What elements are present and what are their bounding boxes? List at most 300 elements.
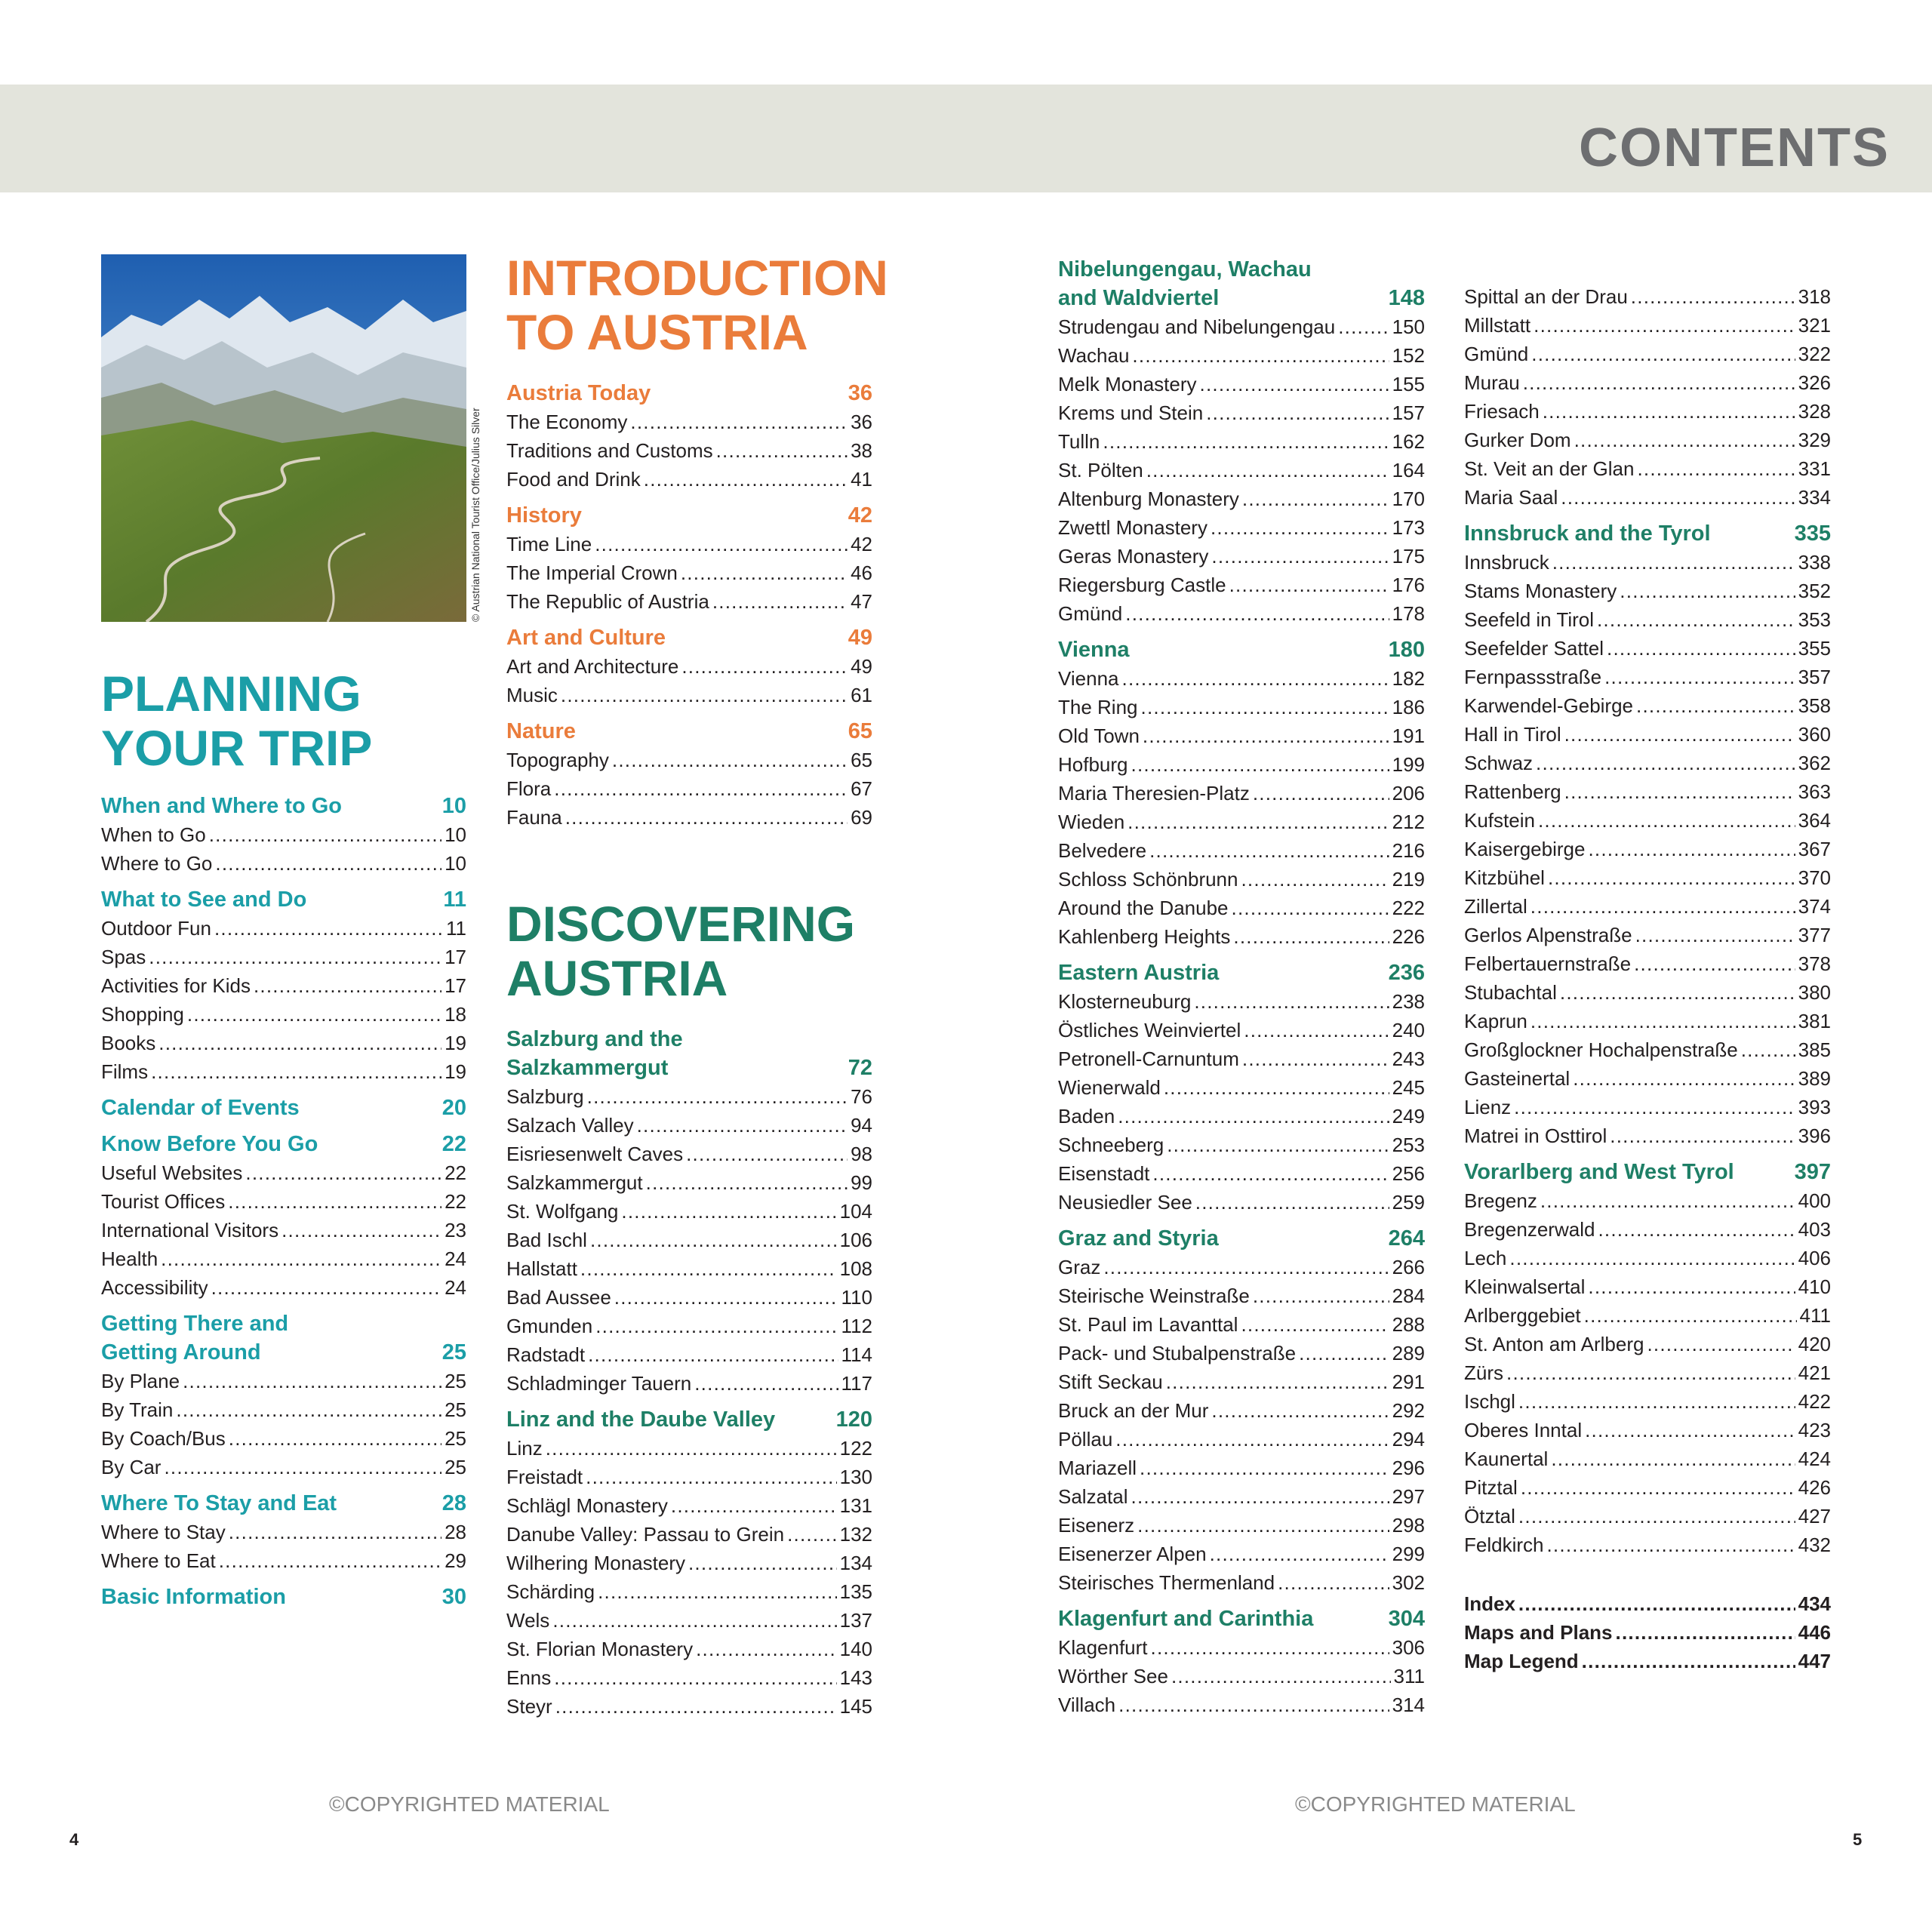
entry-page-number: 389 [1798, 1067, 1831, 1090]
dot-leader [1534, 311, 1795, 340]
entry-page-number: 175 [1392, 545, 1425, 568]
toc-entry[interactable] [1058, 664, 1425, 693]
dot-leader [1521, 1473, 1795, 1502]
toc-entry[interactable] [506, 1197, 872, 1226]
entry-page-number: 381 [1798, 1010, 1831, 1032]
toc-entry[interactable] [1464, 1186, 1831, 1215]
dot-leader [1146, 456, 1389, 485]
entry-title: Murau [1464, 371, 1520, 394]
entry-page-number: 49 [851, 655, 872, 678]
toc-entry[interactable] [1058, 1188, 1425, 1217]
toc-chapter-heading[interactable] [101, 1489, 466, 1518]
toc-entry[interactable] [506, 1663, 872, 1692]
toc-chapter-heading[interactable] [506, 1405, 872, 1434]
mountain-road-photo [101, 254, 466, 622]
toc-entry[interactable] [1464, 978, 1831, 1007]
toc-entry[interactable] [101, 1546, 466, 1575]
toc-entry[interactable] [506, 558, 872, 587]
entry-title: Arlberggebiet [1464, 1304, 1581, 1327]
toc-entry[interactable] [1464, 691, 1831, 720]
entry-page-number: 291 [1392, 1371, 1425, 1393]
toc-entry[interactable] [1058, 1073, 1425, 1102]
entry-title: Time Line [506, 533, 592, 555]
entry-page-number: 364 [1798, 809, 1831, 832]
section-title-line: INTRODUCTION [506, 250, 888, 306]
chapter-title-line: Know Before You Go [101, 1132, 318, 1156]
chapter-page-number: 25 [441, 1340, 466, 1364]
toc-entry[interactable] [506, 408, 872, 436]
entry-title: Schneeberg [1058, 1134, 1164, 1156]
toc-entry[interactable] [1058, 721, 1425, 750]
entry-title: Ötztal [1464, 1505, 1515, 1527]
toc-entry[interactable] [101, 971, 466, 1000]
toc-entry[interactable] [1058, 1159, 1425, 1188]
toc-entry[interactable] [101, 943, 466, 971]
chapter-title [101, 885, 306, 914]
toc-chapter-heading[interactable] [101, 1130, 466, 1158]
entry-page-number: 410 [1798, 1275, 1831, 1298]
entry-title: Salzach Valley [506, 1114, 634, 1137]
entry-title: Stams Monastery [1464, 580, 1617, 602]
entry-page-number: 420 [1798, 1333, 1831, 1355]
toc-entry[interactable] [506, 803, 872, 832]
toc-entry[interactable] [1464, 921, 1831, 949]
toc-chapter-heading[interactable] [1058, 1224, 1425, 1253]
entry-title: Kahlenberg Heights [1058, 925, 1231, 948]
dot-leader [281, 1216, 441, 1244]
toc-entry[interactable] [1464, 1035, 1831, 1064]
entry-title: Art and Architecture [506, 655, 679, 678]
entry-page-number: 421 [1798, 1361, 1831, 1384]
dot-leader [1278, 1568, 1389, 1597]
toc-entry[interactable] [101, 1158, 466, 1187]
entry-page-number: 284 [1392, 1284, 1425, 1307]
toc-entry[interactable] [101, 820, 466, 849]
dot-leader [1620, 577, 1795, 605]
dot-leader [1610, 1121, 1795, 1150]
toc-entry[interactable] [1464, 1502, 1831, 1531]
toc-entry[interactable] [1058, 1396, 1425, 1425]
toc-entry[interactable] [506, 1434, 872, 1463]
entry-title: Kleinwalsertal [1464, 1275, 1586, 1298]
dot-leader [1152, 1159, 1389, 1188]
chapter-page-number: 264 [1388, 1226, 1425, 1251]
toc-entry[interactable] [1058, 456, 1425, 485]
toc-entry[interactable] [1058, 427, 1425, 456]
toc-entry[interactable] [101, 914, 466, 943]
toc-entry[interactable] [1464, 1330, 1831, 1358]
toc-entry[interactable] [1058, 836, 1425, 865]
entry-title: Health [101, 1247, 158, 1270]
entry-title: Shopping [101, 1003, 184, 1026]
section-title-introduction [506, 250, 888, 360]
toc-entry[interactable] [101, 1273, 466, 1302]
chapter-title-line: Vienna [1058, 638, 1130, 662]
toc-chapter-heading[interactable] [1464, 519, 1831, 548]
entry-page-number: 299 [1392, 1543, 1425, 1565]
toc-entry[interactable] [1058, 599, 1425, 628]
entry-page-number: 130 [839, 1466, 872, 1488]
toc-entry[interactable] [1058, 1339, 1425, 1367]
entry-title: Index [1464, 1592, 1515, 1615]
toc-entry[interactable] [1464, 282, 1831, 311]
entry-title: Gmunden [506, 1315, 593, 1337]
entry-page-number: 338 [1798, 551, 1831, 574]
toc-entry[interactable] [101, 849, 466, 878]
chapter-title [101, 792, 342, 820]
toc-entry[interactable] [1464, 863, 1831, 892]
dot-leader [1635, 921, 1795, 949]
entry-page-number: 25 [445, 1370, 466, 1392]
dot-leader [1531, 892, 1795, 921]
toc-entry[interactable] [1464, 892, 1831, 921]
toc-entry[interactable] [101, 1453, 466, 1481]
toc-chapter-heading[interactable] [506, 379, 872, 408]
toc-entry[interactable] [1464, 749, 1831, 777]
toc-entry[interactable] [1464, 1215, 1831, 1244]
entry-title: Schwaz [1464, 752, 1534, 774]
toc-entry[interactable] [1058, 922, 1425, 951]
toc-entry[interactable] [1058, 779, 1425, 808]
dot-leader [1211, 542, 1389, 571]
toc-entry[interactable] [506, 1606, 872, 1635]
toc-chapter-heading[interactable] [101, 1583, 466, 1611]
chapter-title-line: Innsbruck and the Tyrol [1464, 521, 1711, 546]
toc-chapter-heading[interactable] [506, 623, 872, 652]
toc-entry[interactable] [1464, 1093, 1831, 1121]
toc-entry[interactable] [1058, 894, 1425, 922]
toc-entry[interactable] [1058, 571, 1425, 599]
dot-leader [1211, 1396, 1389, 1425]
toc-lead-entries [1464, 282, 1831, 512]
entry-title: Maria Saal [1464, 486, 1558, 509]
toc-entry[interactable] [506, 774, 872, 803]
toc-entry[interactable] [506, 1340, 872, 1369]
toc-entry[interactable] [101, 1395, 466, 1424]
toc-entry[interactable] [1464, 1531, 1831, 1559]
toc-entry[interactable] [1058, 1102, 1425, 1131]
dot-leader [630, 408, 848, 436]
toc-entry[interactable] [1464, 1007, 1831, 1035]
entry-page-number: 302 [1392, 1571, 1425, 1594]
entry-title: St. Paul im Lavanttal [1058, 1313, 1238, 1336]
chapter-title [101, 1130, 318, 1158]
toc-entry[interactable] [506, 1549, 872, 1577]
toc-entry[interactable] [1464, 577, 1831, 605]
toc-entry[interactable] [506, 1491, 872, 1520]
toc-entry[interactable] [506, 1082, 872, 1111]
toc-entry[interactable] [1464, 777, 1831, 806]
dot-leader [1543, 397, 1795, 426]
entry-title: St. Wolfgang [506, 1200, 619, 1223]
toc-entry[interactable] [1058, 1281, 1425, 1310]
chapter-title-line: Art and Culture [506, 626, 666, 650]
entry-title: Kaunertal [1464, 1447, 1549, 1470]
chapter-title-line: and Waldviertel [1058, 286, 1220, 310]
toc-entry[interactable] [1464, 483, 1831, 512]
entry-page-number: 152 [1392, 344, 1425, 367]
dot-leader [612, 746, 848, 774]
chapter-title [101, 1583, 286, 1611]
toc-entry[interactable] [1464, 720, 1831, 749]
chapter-title [506, 1405, 775, 1434]
toc-entry[interactable] [1464, 1444, 1831, 1473]
toc-entry[interactable] [506, 436, 872, 465]
toc-entry[interactable] [506, 1254, 872, 1283]
toc-entry[interactable] [1464, 634, 1831, 663]
toc-entry[interactable] [1464, 1589, 1831, 1618]
toc-entry[interactable] [1058, 513, 1425, 542]
entry-title: Hall in Tirol [1464, 723, 1561, 746]
toc-chapter-heading[interactable] [506, 501, 872, 530]
toc-entry[interactable] [506, 1692, 872, 1721]
toc-entry[interactable] [1058, 1044, 1425, 1073]
toc-entry[interactable] [1464, 1416, 1831, 1444]
entry-title: Maria Theresien-Platz [1058, 782, 1250, 804]
toc-entry[interactable] [101, 1216, 466, 1244]
toc-entry[interactable] [1464, 605, 1831, 634]
toc-entry[interactable] [1464, 368, 1831, 397]
toc-entry[interactable] [506, 587, 872, 616]
toc-chapter-heading[interactable] [101, 792, 466, 820]
entry-page-number: 19 [445, 1060, 466, 1083]
toc-entry[interactable] [1058, 1131, 1425, 1159]
dot-leader [1149, 836, 1389, 865]
entry-page-number: 352 [1798, 580, 1831, 602]
dot-leader [1132, 341, 1389, 370]
toc-chapter-heading[interactable] [506, 717, 872, 746]
toc-entry[interactable] [1464, 1272, 1831, 1301]
toc-entry[interactable] [506, 1312, 872, 1340]
entry-page-number: 249 [1392, 1105, 1425, 1128]
toc-entry[interactable] [1058, 1568, 1425, 1597]
toc-entry[interactable] [1464, 835, 1831, 863]
entry-title: Rattenberg [1464, 780, 1561, 803]
toc-chapter-heading[interactable] [101, 1309, 466, 1367]
toc-chapter-heading[interactable] [101, 885, 466, 914]
toc-entry[interactable] [1464, 311, 1831, 340]
toc-chapter-heading[interactable] [101, 1094, 466, 1122]
dot-leader [214, 914, 443, 943]
entry-title: Music [506, 684, 558, 706]
toc-chapter-heading[interactable] [1464, 1158, 1831, 1186]
toc-entry[interactable] [506, 1140, 872, 1168]
dot-leader [686, 1140, 848, 1168]
toc-entry[interactable] [506, 1369, 872, 1398]
toc-entry[interactable] [101, 1424, 466, 1453]
column-regions-2 [1464, 282, 1831, 1675]
entry-page-number: 296 [1392, 1457, 1425, 1479]
dot-leader [1509, 1244, 1795, 1272]
toc-entry[interactable] [1464, 1387, 1831, 1416]
toc-entry[interactable] [101, 1057, 466, 1086]
toc-entry[interactable] [1058, 1425, 1425, 1454]
entry-page-number: 76 [851, 1085, 872, 1108]
entry-title: Riegersburg Castle [1058, 574, 1226, 596]
toc-entry[interactable] [506, 1577, 872, 1606]
entry-title: Gurker Dom [1464, 429, 1571, 451]
entry-title: Stift Seckau [1058, 1371, 1163, 1393]
toc-entry[interactable] [101, 1029, 466, 1057]
toc-entry[interactable] [1058, 312, 1425, 341]
dot-leader [1253, 779, 1389, 808]
dot-leader [229, 1518, 441, 1546]
entry-page-number: 131 [839, 1494, 872, 1517]
dot-leader [554, 1663, 836, 1692]
toc-entry[interactable] [101, 1518, 466, 1546]
entry-title: Spas [101, 946, 146, 968]
toc-entry[interactable] [506, 681, 872, 709]
toc-entry[interactable] [1464, 1473, 1831, 1502]
toc-entry[interactable] [1464, 426, 1831, 454]
toc-entry[interactable] [1058, 398, 1425, 427]
entry-title: Bad Ischl [506, 1229, 587, 1251]
toc-entry[interactable] [1058, 1633, 1425, 1662]
toc-entry[interactable] [1464, 1244, 1831, 1272]
toc-entry[interactable] [1464, 949, 1831, 978]
dot-leader [1338, 312, 1389, 341]
toc-entry[interactable] [1058, 693, 1425, 721]
toc-entry[interactable] [1058, 542, 1425, 571]
toc-entry[interactable] [101, 1367, 466, 1395]
entry-page-number: 23 [445, 1219, 466, 1241]
entry-title: The Republic of Austria [506, 590, 709, 613]
entry-page-number: 367 [1798, 838, 1831, 860]
toc-entry[interactable] [506, 652, 872, 681]
entry-page-number: 122 [839, 1437, 872, 1460]
toc-entry[interactable] [1058, 808, 1425, 836]
toc-entry[interactable] [101, 1000, 466, 1029]
entry-title: By Plane [101, 1370, 180, 1392]
toc-entry[interactable] [1058, 1662, 1425, 1690]
toc-entry[interactable] [1058, 1310, 1425, 1339]
toc-entry[interactable] [1058, 370, 1425, 398]
entry-title: St. Veit an der Glan [1464, 457, 1635, 480]
entry-page-number: 334 [1798, 486, 1831, 509]
dot-leader [614, 1283, 838, 1312]
chapter-page-number: 36 [848, 381, 872, 405]
toc-entry[interactable] [101, 1187, 466, 1216]
entry-page-number: 385 [1798, 1038, 1831, 1061]
toc-entry[interactable] [1058, 1482, 1425, 1511]
toc-entry[interactable] [1058, 987, 1425, 1016]
toc-chapter-heading[interactable] [1058, 255, 1425, 312]
toc-entry[interactable] [1464, 1301, 1831, 1330]
entry-title: Wachau [1058, 344, 1130, 367]
dot-leader [211, 1273, 441, 1302]
entry-title: Hallstatt [506, 1257, 577, 1280]
toc-entry[interactable] [1464, 340, 1831, 368]
chapter-title [506, 501, 582, 530]
toc-entry[interactable] [506, 746, 872, 774]
entry-page-number: 134 [839, 1552, 872, 1574]
toc-entry[interactable] [506, 1520, 872, 1549]
toc-entry[interactable] [506, 530, 872, 558]
toc-chapter-heading[interactable] [506, 1025, 872, 1082]
toc-chapter-heading[interactable] [1058, 1604, 1425, 1633]
chapter-title [1058, 958, 1219, 987]
entry-title: Bad Aussee [506, 1286, 611, 1309]
entry-page-number: 266 [1392, 1256, 1425, 1278]
toc-entry[interactable] [1464, 1618, 1831, 1647]
toc-entry[interactable] [506, 1111, 872, 1140]
dot-leader [1561, 483, 1795, 512]
entry-page-number: 112 [841, 1315, 872, 1337]
toc-entry[interactable] [1464, 1358, 1831, 1387]
entry-page-number: 256 [1392, 1162, 1425, 1185]
entry-page-number: 17 [445, 974, 466, 997]
dot-leader [1506, 1358, 1795, 1387]
dot-leader [1518, 1589, 1795, 1618]
toc-entry[interactable] [506, 1226, 872, 1254]
dot-leader [1523, 368, 1795, 397]
dot-leader [1241, 1310, 1389, 1339]
entry-title: Schlägl Monastery [506, 1494, 668, 1517]
toc-entry[interactable] [1058, 1511, 1425, 1540]
entry-page-number: 132 [839, 1523, 872, 1546]
toc-entry[interactable] [1058, 1253, 1425, 1281]
dot-leader [1741, 1035, 1795, 1064]
entry-title: Around the Danube [1058, 897, 1229, 919]
dot-leader [1131, 750, 1389, 779]
toc-entry[interactable] [1058, 1016, 1425, 1044]
entry-title: Books [101, 1032, 156, 1054]
toc-entry[interactable] [1464, 663, 1831, 691]
toc-entry[interactable] [1464, 1121, 1831, 1150]
toc-entry[interactable] [506, 465, 872, 494]
dot-leader [1118, 1690, 1389, 1719]
dot-leader [1211, 513, 1389, 542]
entry-page-number: 298 [1392, 1514, 1425, 1537]
entry-page-number: 374 [1798, 895, 1831, 918]
toc-entry[interactable] [101, 1244, 466, 1273]
toc-chapter-heading[interactable] [1058, 635, 1425, 664]
toc-entry[interactable] [1058, 750, 1425, 779]
toc-entry[interactable] [1058, 1540, 1425, 1568]
chapter-page-number: 72 [848, 1056, 872, 1080]
entry-title: Wels [506, 1609, 550, 1632]
entry-title: Eisenerz [1058, 1514, 1135, 1537]
dot-leader [587, 1082, 848, 1111]
toc-entry[interactable] [1058, 1454, 1425, 1482]
toc-entry[interactable] [1058, 1367, 1425, 1396]
toc-chapter-heading[interactable] [1058, 958, 1425, 987]
dot-leader [1540, 1186, 1795, 1215]
toc-entry[interactable] [1058, 1690, 1425, 1719]
toc-entry[interactable] [1464, 1647, 1831, 1675]
toc-entry[interactable] [1464, 454, 1831, 483]
toc-entry[interactable] [1464, 1064, 1831, 1093]
toc-entry[interactable] [1058, 341, 1425, 370]
entry-page-number: 164 [1392, 459, 1425, 481]
toc-entry[interactable] [506, 1168, 872, 1197]
toc-entry[interactable] [506, 1283, 872, 1312]
toc-entry[interactable] [1058, 865, 1425, 894]
entry-page-number: 446 [1798, 1621, 1831, 1644]
toc-entry[interactable] [1464, 397, 1831, 426]
toc-entry[interactable] [1058, 485, 1425, 513]
dot-leader [1560, 978, 1795, 1007]
chapter-title [101, 1309, 288, 1367]
toc-entry[interactable] [1464, 548, 1831, 577]
entry-title: Flora [506, 777, 552, 800]
toc-entry[interactable] [1464, 806, 1831, 835]
toc-entry[interactable] [506, 1463, 872, 1491]
dot-leader [637, 1111, 848, 1140]
entry-title: Pöllau [1058, 1428, 1113, 1451]
toc-entry[interactable] [506, 1635, 872, 1663]
chapter-title-line: Klagenfurt and Carinthia [1058, 1607, 1314, 1631]
